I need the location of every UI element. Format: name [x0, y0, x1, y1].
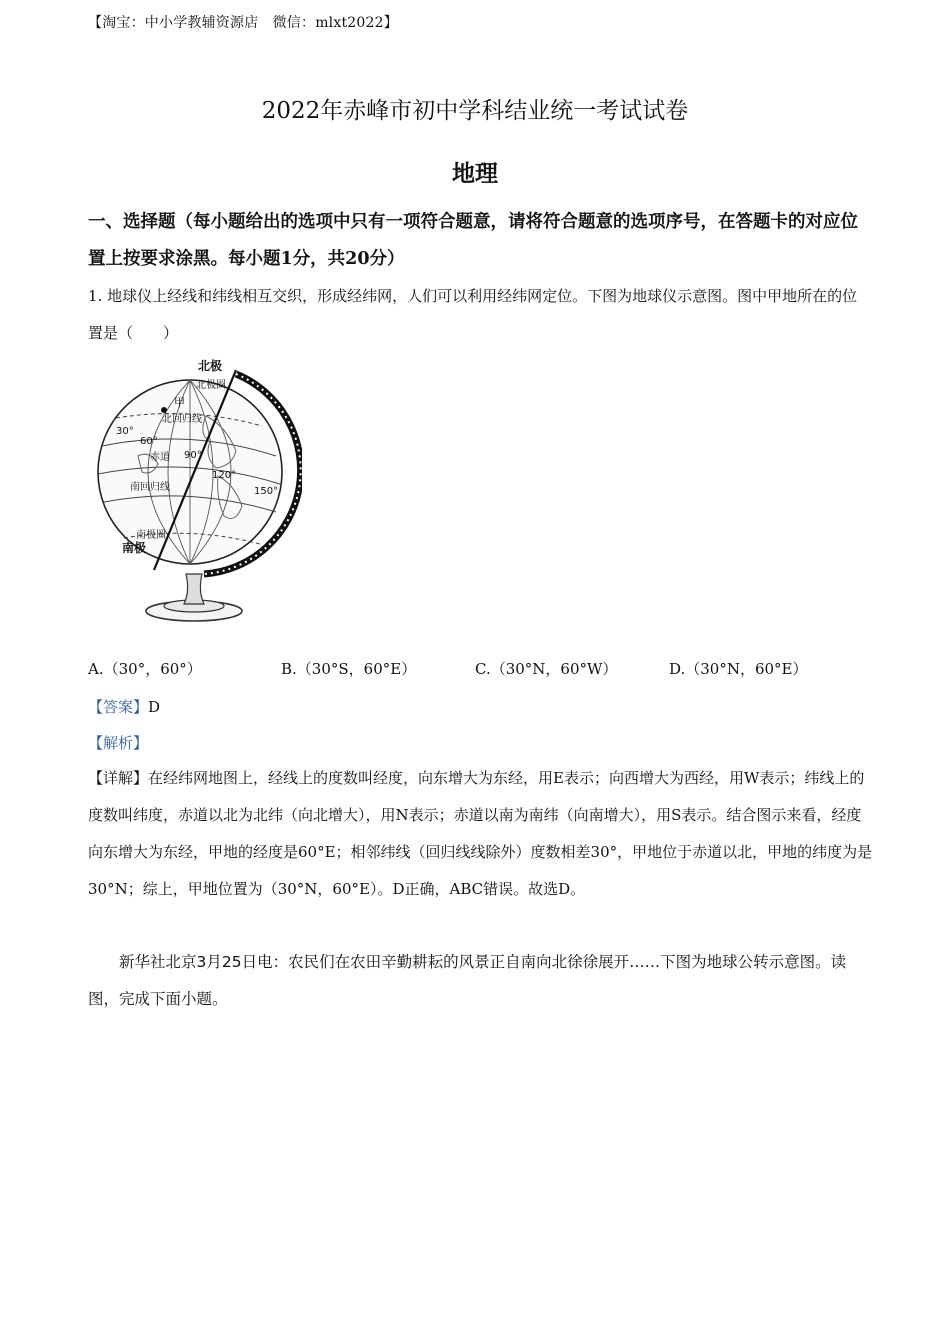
answer-tag: 【答案】	[88, 698, 149, 716]
label-south-pole: 南极	[122, 541, 147, 555]
subject-title: 地理	[452, 160, 498, 187]
analysis-tag: 【解析】	[88, 734, 149, 752]
label-antarctic-circle: 南极圈	[136, 530, 166, 541]
analysis-line	[88, 732, 148, 753]
header-note: 【淘宝：中小学教辅资源店 微信：mlxt2022】	[88, 15, 398, 31]
question-1-stem: 1. 地球仪上经线和纬线相互交织，形成经纬网，人们可以利用经纬网定位。下图为地球仪示意图。图中甲地所在的位置是（ ）	[88, 287, 858, 342]
label-tropic-capricorn: 南回归线	[130, 482, 170, 493]
option-a: A.（30°，60°）	[88, 660, 202, 678]
next-question-intro: 新华社北京3月25日电：农民们在农田辛勤耕耘的风景正自南向北徐徐展开……下图为地球公转示意图。读图，完成下面小题。	[88, 953, 847, 1008]
options-row	[88, 658, 868, 688]
option-c: C.（30°N，60°W）	[475, 660, 618, 678]
label-lon-90: 90°	[184, 450, 202, 461]
globe-illustration	[86, 356, 302, 626]
page-title: 2022年赤峰市初中学科结业统一考试试卷	[261, 98, 689, 124]
section-heading: 一、选择题（每小题给出的选项中只有一项符合题意，请将符合题意的选项序号，在答题卡的对应位置上按要求涂黑。每小题1分，共20分）	[88, 212, 858, 269]
answer-line	[88, 696, 160, 717]
option-b: B.（30°S，60°E）	[281, 660, 417, 678]
label-north-pole: 北极	[198, 359, 223, 373]
label-lon-60: 60°	[140, 436, 158, 447]
label-lat-30: 30°	[116, 426, 134, 437]
label-tropic-cancer: 北回归线	[162, 414, 202, 425]
detail-explanation: 【详解】在经纬网地图上，经线上的度数叫经度，向东增大为东经，用E表示；向西增大为西经，用W表示；纬线上的度数叫纬度，赤道以北为北纬（向北增大），用N表示；赤道以南为南纬（向南增大），用S表示。结合图示来看，经度向东增大为东经，甲地的经度是60°E；相邻纬线（回归线线除外）度数相差30°，甲地位于赤道以北，甲地的纬度为是30°N；综上，甲地位置为（30°N，60°E）。D正确，ABC错误。故选D。	[88, 769, 873, 898]
label-equator: 赤道	[150, 452, 170, 463]
label-lon-120: 120°	[212, 470, 237, 481]
globe-figure	[86, 356, 302, 626]
label-jia: 甲	[174, 396, 185, 409]
option-d: D.（30°N，60°E）	[669, 660, 808, 678]
answer-value: D	[148, 698, 161, 716]
label-lon-150: 150°	[254, 486, 279, 497]
label-arctic-circle: 北极圈	[196, 380, 226, 391]
